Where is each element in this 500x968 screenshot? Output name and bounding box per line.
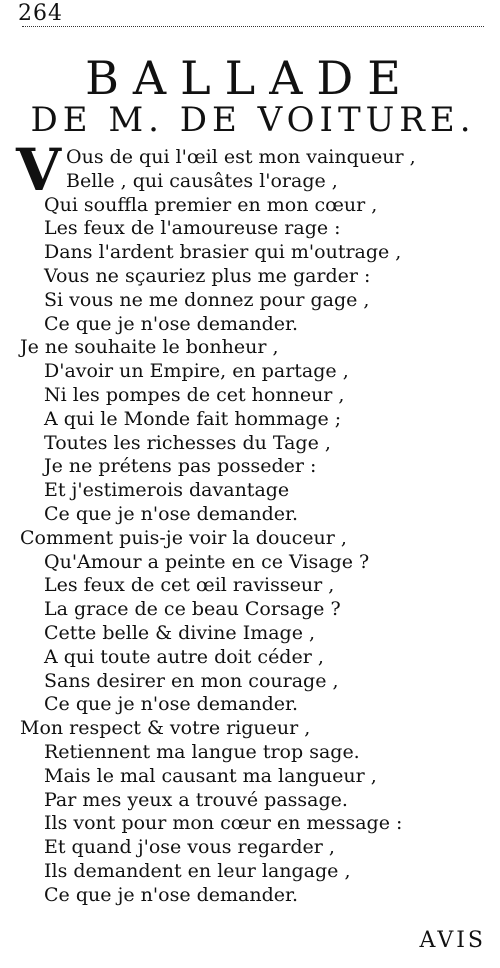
verse-line: Ce que je n'ose demander. <box>44 312 299 335</box>
verse-line: Je ne souhaite le bonheur , <box>20 336 279 359</box>
verse-line: Ils demandent en leur langage , <box>44 859 351 882</box>
verse-line: Ce que je n'ose demander. <box>44 883 299 906</box>
verse-line: Si vous ne me donnez pour gage , <box>44 288 370 311</box>
verse-line: Et j'estimerois davantage <box>44 479 290 502</box>
title-ballade: BALLADE <box>85 51 415 105</box>
verse-line: Mon respect & votre rigueur , <box>20 717 311 740</box>
verse-line: Et quand j'ose vous regarder , <box>44 836 335 859</box>
verse-line: Retiennent ma langue trop sage. <box>44 740 360 763</box>
verse-line: Je ne prétens pas posseder : <box>44 455 317 478</box>
verse-line: Mais le mal causant ma langueur , <box>44 764 377 787</box>
header-rule <box>22 26 484 27</box>
stanza-2 <box>0 336 500 526</box>
poem-body <box>0 146 500 908</box>
verse-line: Dans l'ardent brasier qui m'outrage , <box>44 241 402 264</box>
verse-line: Qu'Amour a peinte en ce Visage ? <box>44 550 370 573</box>
verse-line: Qui souffla premier en mon cœur , <box>44 193 378 216</box>
verse-line: Ce que je n'ose demander. <box>44 502 299 525</box>
catchword: AVIS <box>419 928 486 953</box>
verse-line: Vous ne sçauriez plus me garder : <box>44 264 371 287</box>
verse-line: Belle , qui causâtes l'orage , <box>66 169 338 192</box>
verse-line: Toutes les richesses du Tage , <box>44 431 331 454</box>
page-number: 264 <box>18 1 63 26</box>
verse-line: D'avoir un Empire, en partage , <box>44 360 349 383</box>
verse-line: Les feux de l'amoureuse rage : <box>44 217 341 240</box>
verse-line: Ni les pompes de cet honneur , <box>44 383 345 406</box>
verse-line: A qui le Monde fait hommage ; <box>44 407 342 430</box>
verse-line: Ce que je n'ose demander. <box>44 693 299 716</box>
verse-line: Sans desirer en mon courage , <box>44 669 339 692</box>
verse-line: Ils vont pour mon cœur en message : <box>44 812 403 835</box>
verse-line: La grace de ce beau Corsage ? <box>44 598 341 621</box>
verse-line: Comment puis-je voir la douceur , <box>20 526 347 549</box>
verse-line: Cette belle & divine Image , <box>44 621 316 644</box>
verse-line: A qui toute autre doit céder , <box>44 645 324 668</box>
stanza-1 <box>0 146 500 336</box>
stanza-4 <box>0 717 500 907</box>
verse-line: Les feux de cet œil ravisseur , <box>44 574 335 597</box>
stanza-3 <box>0 527 500 717</box>
drop-cap-letter: V <box>16 136 62 204</box>
verse-line: Ous de qui l'œil est mon vainqueur , <box>66 146 416 168</box>
title-author: DE M. DE VOITURE. <box>30 100 476 140</box>
verse-line: Par mes yeux a trouvé passage. <box>44 788 348 811</box>
